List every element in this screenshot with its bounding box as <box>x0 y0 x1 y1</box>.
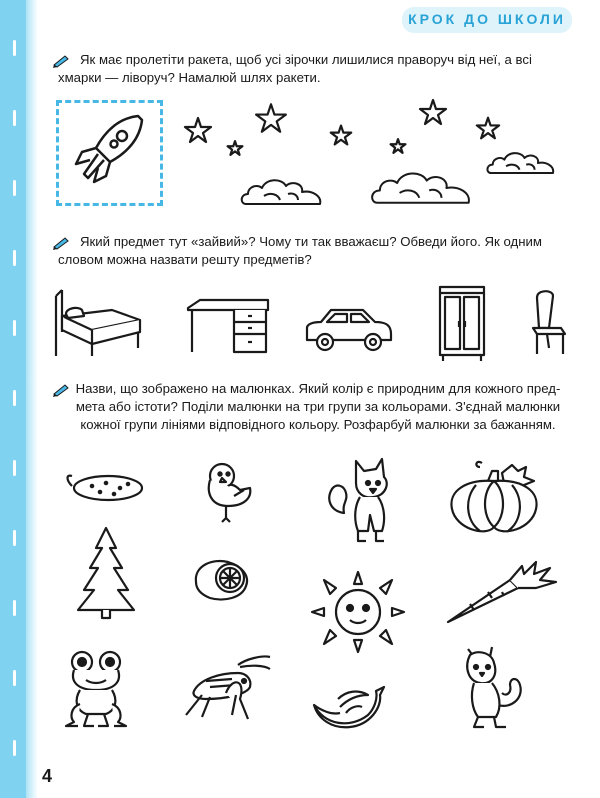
grasshopper-icon <box>180 655 272 721</box>
chair-icon <box>527 288 569 356</box>
star-icon <box>184 116 212 144</box>
task-2-text <box>58 233 568 269</box>
margin-dash <box>13 390 16 406</box>
margin-edge <box>26 0 38 798</box>
task-2-line-1: Який предмет тут «зайвий»? Чому ти так вважаєш? Обведи його. Як одним <box>80 234 542 249</box>
fir-tree-icon <box>76 524 136 620</box>
star-icon <box>254 102 288 134</box>
banana-icon <box>310 685 386 731</box>
page-number: 4 <box>42 766 53 786</box>
margin-dash <box>13 670 16 686</box>
task-1-text <box>58 51 568 87</box>
desk-icon <box>186 296 270 354</box>
fox-icon <box>324 455 394 547</box>
star-icon <box>330 124 352 146</box>
margin-dash <box>13 600 16 616</box>
lemon-icon <box>190 556 252 604</box>
margin-dash <box>13 250 16 266</box>
task-3-line-1: Назви, що зображено на малюнках. Який колір є природним для кожного пред- <box>75 381 561 396</box>
cloud-icon <box>370 168 476 208</box>
cloud-icon <box>240 176 326 208</box>
margin-dash <box>13 320 16 336</box>
star-icon <box>390 138 406 154</box>
margin-dash <box>13 180 16 196</box>
cloud-icon <box>486 148 558 178</box>
header-badge <box>402 7 572 33</box>
margin-dash <box>13 530 16 546</box>
wardrobe-icon <box>437 283 487 363</box>
rocket-icon <box>72 112 150 196</box>
pumpkin-icon <box>446 455 542 539</box>
task-2-line-2: словом можна назвати решту предметів? <box>58 252 312 267</box>
star-icon <box>227 140 243 156</box>
squirrel-icon <box>462 643 526 735</box>
margin-dash <box>13 460 16 476</box>
task-3-line-2: мета або істоти? Поділи малюнки на три групи за кольорами. З'єднай малюнки <box>75 399 561 414</box>
margin-dash <box>13 40 16 56</box>
bed-icon <box>52 286 144 360</box>
task-1-line-2: хмарки — ліворуч? Намалюй шлях ракети. <box>58 70 321 85</box>
chick-icon <box>204 460 256 524</box>
margin-dash <box>13 110 16 126</box>
task-3-line-3: кожної групи лініями відповідного кольору. Розфарбуй малюнки за бажанням. <box>80 417 556 432</box>
cucumber-icon <box>62 470 148 504</box>
star-icon <box>419 98 447 126</box>
left-margin-strip <box>0 0 34 798</box>
car-icon <box>303 304 393 354</box>
task-3-text <box>58 380 578 434</box>
margin-dash <box>13 740 16 756</box>
carrot-icon <box>444 560 560 628</box>
task-1-line-1: Як має пролетіти ракета, щоб усі зірочки лишилися праворуч від неї, а всі <box>80 52 532 67</box>
frog-icon <box>64 648 128 730</box>
header-title: КРОК ДО ШКОЛИ <box>408 11 566 27</box>
sun-icon <box>306 568 410 658</box>
star-icon <box>476 116 500 140</box>
